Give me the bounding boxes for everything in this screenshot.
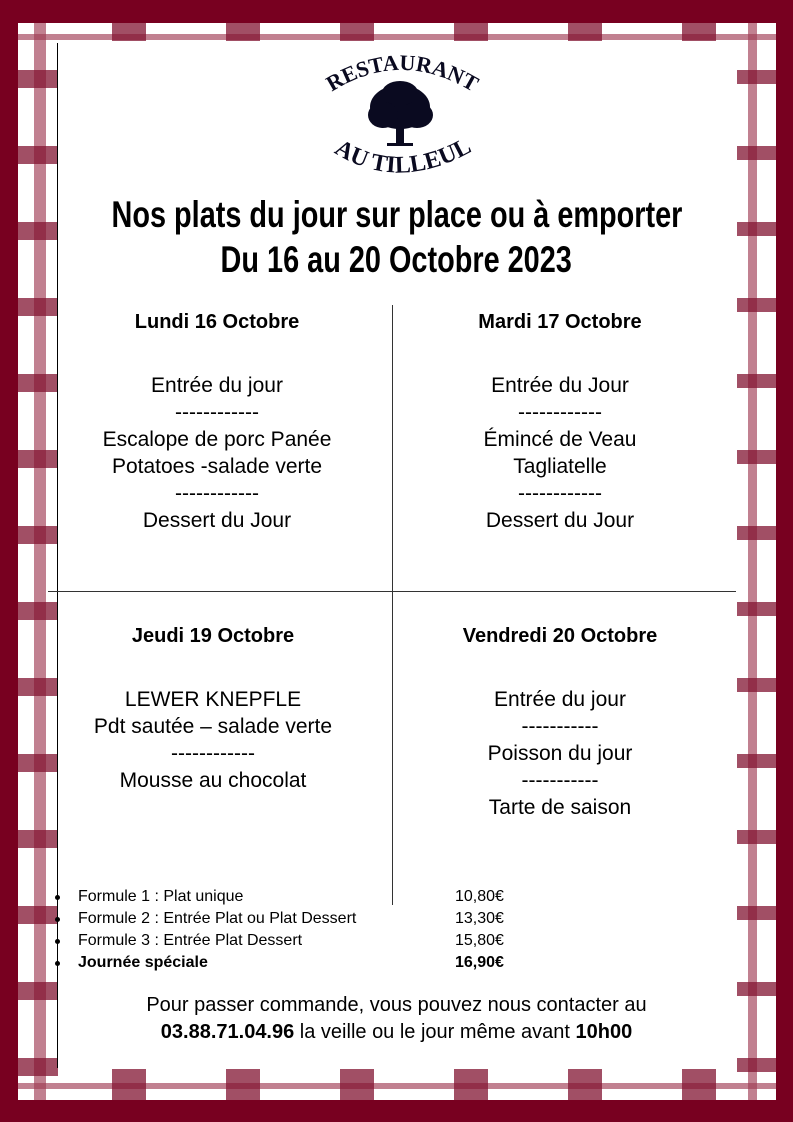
bullet-icon xyxy=(55,961,60,966)
border-check xyxy=(737,450,776,464)
menu-line: Potatoes -salade verte xyxy=(111,455,323,478)
formula-price: 16,90€ xyxy=(455,954,504,971)
border-check xyxy=(737,146,776,160)
formula-price: 15,80€ xyxy=(455,932,504,949)
border-frame xyxy=(776,0,793,1122)
border-check xyxy=(340,23,374,41)
border-check xyxy=(112,23,146,41)
tree-icon xyxy=(368,81,433,146)
menu-line: Tagliatelle xyxy=(513,455,607,478)
phone-number: 03.88.71.04.96 xyxy=(160,1021,295,1043)
date-range: Du 16 au 20 Octobre 2023 xyxy=(220,239,573,280)
page-title: Nos plats du jour sur place ou à emporter xyxy=(111,194,682,235)
day-heading: Mardi 17 Octobre xyxy=(478,311,642,333)
bullet-icon xyxy=(55,917,60,922)
border-check xyxy=(737,830,776,844)
day-heading: Jeudi 19 Octobre xyxy=(131,625,295,647)
menu-separator: ------------ xyxy=(518,482,602,505)
formula-label: Formule 3 : Entrée Plat Dessert xyxy=(78,932,303,949)
border-check xyxy=(18,906,58,924)
menu-separator: ------------ xyxy=(171,742,255,765)
border-check xyxy=(112,1069,146,1100)
border-check xyxy=(454,1069,488,1100)
menu-line: Poisson du jour xyxy=(487,742,633,765)
border-check xyxy=(737,374,776,388)
order-deadline: 10h00 xyxy=(575,1021,633,1043)
menu-line: Mousse au chocolat xyxy=(119,769,307,792)
border-frame xyxy=(0,1100,793,1122)
border-stripe xyxy=(34,23,46,1100)
menu-line: LEWER KNEPFLE xyxy=(124,688,302,711)
border-check xyxy=(737,678,776,692)
contact-info xyxy=(0,992,793,1046)
border-check xyxy=(568,1069,602,1100)
day-monday xyxy=(47,310,387,534)
border-check xyxy=(682,23,716,41)
row-divider xyxy=(48,591,736,592)
bullet-icon xyxy=(55,939,60,944)
formula-label: Formule 1 : Plat unique xyxy=(78,888,244,905)
menu-separator: ------------ xyxy=(518,401,602,424)
menu-line: Dessert du Jour xyxy=(485,509,635,532)
menu-separator: ------------ xyxy=(175,401,259,424)
formula-price: 13,30€ xyxy=(455,910,504,927)
border-check xyxy=(737,906,776,920)
border-check xyxy=(18,602,58,620)
border-check xyxy=(18,70,58,88)
menu-line: Escalope de porc Panée xyxy=(102,428,332,451)
border-check xyxy=(18,1058,58,1076)
contact-text: la veille ou le jour même avant xyxy=(294,1021,576,1043)
menu-line: Entrée du jour xyxy=(494,688,626,711)
day-heading: Lundi 16 Octobre xyxy=(134,311,300,333)
formula-label: Formule 2 : Entrée Plat ou Plat Dessert xyxy=(78,910,357,927)
border-check xyxy=(226,1069,260,1100)
border-check xyxy=(737,754,776,768)
day-thursday xyxy=(43,624,383,794)
day-friday xyxy=(390,624,730,821)
border-check xyxy=(18,830,58,848)
menu-separator: ------------ xyxy=(175,482,259,505)
border-check xyxy=(568,23,602,41)
border-check xyxy=(737,602,776,616)
restaurant-logo xyxy=(305,45,495,185)
border-frame xyxy=(0,0,18,1122)
border-check xyxy=(737,526,776,540)
day-tuesday xyxy=(390,310,730,534)
bullet-icon xyxy=(55,895,60,900)
border-check xyxy=(737,298,776,312)
border-check xyxy=(18,146,58,164)
border-check xyxy=(737,70,776,84)
contact-line: Pour passer commande, vous pouvez nous contacter au xyxy=(146,994,647,1016)
border-check xyxy=(454,23,488,41)
day-heading: Vendredi 20 Octobre xyxy=(462,625,658,647)
border-check xyxy=(682,1069,716,1100)
logo-top-text: RESTAURANT xyxy=(321,49,483,97)
menu-line: Pdt sautée – salade verte xyxy=(93,715,333,738)
menu-line: Émincé de Veau xyxy=(483,428,637,451)
border-check xyxy=(340,1069,374,1100)
border-frame xyxy=(0,0,793,23)
border-check xyxy=(737,1058,776,1072)
logo-bottom-text: AU TILLEUL xyxy=(330,133,476,179)
menu-line: Entrée du jour xyxy=(151,374,283,397)
menu-line: Entrée du Jour xyxy=(491,374,629,397)
formula-price: 10,80€ xyxy=(455,888,504,905)
border-check xyxy=(226,23,260,41)
menu-line: Dessert du Jour xyxy=(142,509,292,532)
formula-label: Journée spéciale xyxy=(78,954,208,971)
menu-line: Tarte de saison xyxy=(488,796,632,819)
border-stripe xyxy=(748,23,757,1100)
menu-separator: ----------- xyxy=(521,715,599,738)
menu-separator: ----------- xyxy=(521,769,599,792)
